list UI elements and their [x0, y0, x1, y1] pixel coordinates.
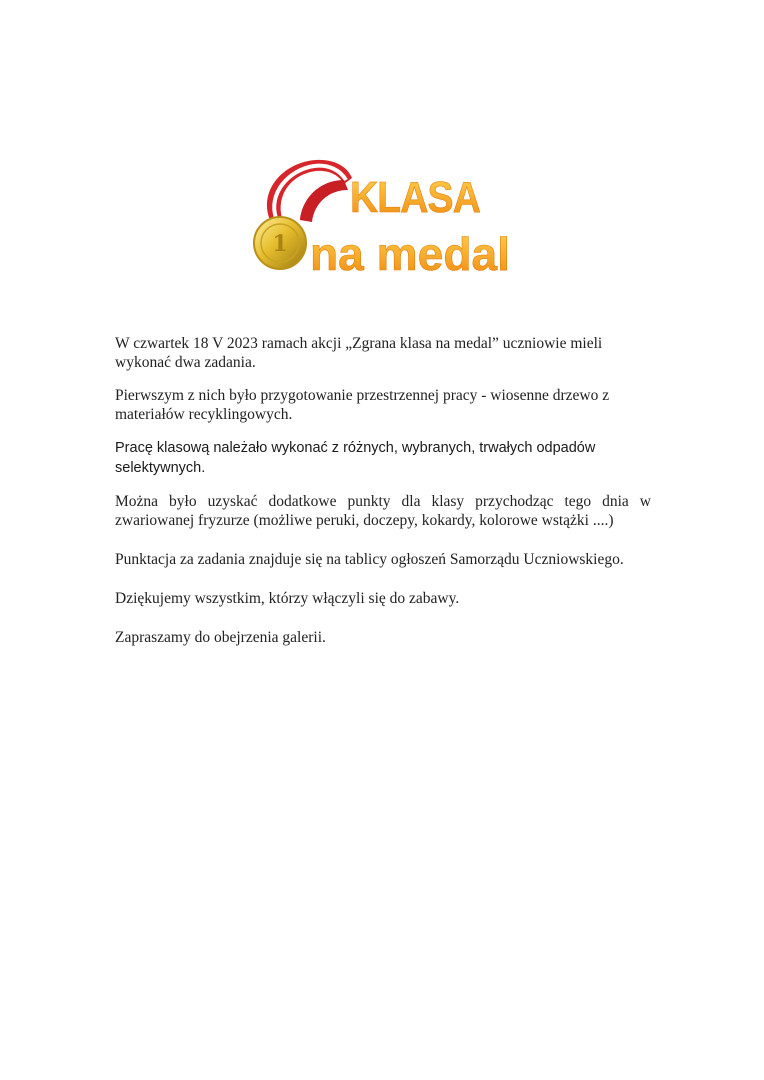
logo-line1: KLASA [350, 173, 481, 222]
paragraph-scoring: Punktacja za zadania znajduje się na tablicy ogłoszeń Samorządu Uczniowskiego. [115, 551, 624, 568]
paragraph-task-one: Pierwszym z nich było przygotowanie przestrzennej pracy - wiosenne drzewo z materiałów recyklingowych. [115, 387, 610, 423]
medal-number: 1 [272, 231, 288, 257]
paragraph-thanks: Dziękujemy wszystkim, którzy włączyli się do zabawy. [115, 590, 460, 607]
paragraph-materials: Pracę klasową należało wykonać z różnych, wybranych, trwałych odpadów selektywnych. [115, 440, 596, 476]
paragraph-intro: W czwartek 18 V 2023 ramach akcji „Zgrana klasa na medal” uczniowie mieli wykonać dwa zadania. [115, 335, 603, 371]
article-body [115, 334, 651, 647]
paragraph-gallery-invite: Zapraszamy do obejrzenia galerii. [115, 629, 326, 646]
klasa-na-medal-logo [244, 150, 516, 280]
logo-line2: na medal [310, 228, 510, 280]
ribbon-shape-right [300, 180, 348, 222]
paragraph-bonus-points: Można było uzyskać dodatkowe punkty dla klasy przychodząc tego dnia w zwariowanej fryzurze (możliwe peruki, doczepy, kokardy, kolorowe wstążki ....) [115, 493, 651, 529]
logo-graphic [244, 150, 516, 280]
